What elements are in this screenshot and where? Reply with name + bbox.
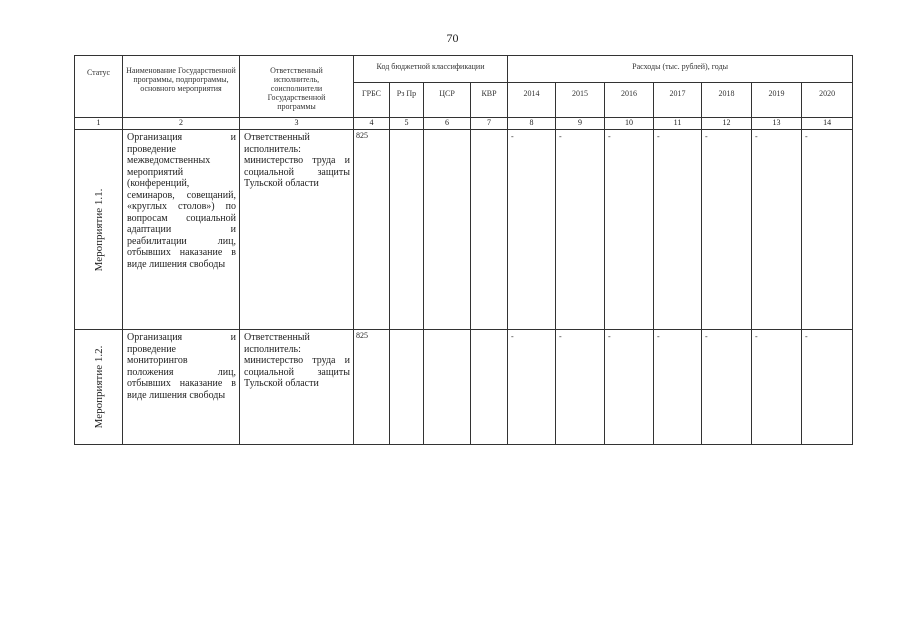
page-number: 70 xyxy=(446,31,459,45)
header-status: Статус xyxy=(75,56,123,118)
csr-code xyxy=(424,330,471,445)
column-number: 10 xyxy=(605,118,654,130)
header-year: 2017 xyxy=(654,83,702,118)
grbs-code: 825 xyxy=(354,130,390,330)
column-number: 11 xyxy=(654,118,702,130)
header-year: 2015 xyxy=(556,83,605,118)
expense-value: - xyxy=(702,130,752,330)
header-year: 2016 xyxy=(605,83,654,118)
table-row xyxy=(75,330,853,445)
expense-value: - xyxy=(556,130,605,330)
responsible-executor: Ответственный исполнитель: министерство труда и социальной защиты Тульской области xyxy=(240,330,354,445)
header-rzpr: Рз Пр xyxy=(390,83,424,118)
csr-code xyxy=(424,130,471,330)
activity-name: Организация и проведение межведомственных мероприятий (конференций, семинаров, совещаний, «круглых столов») по вопросам социальной адаптации и реабилитации лиц, отбывших наказание в виде лишения свободы xyxy=(123,130,240,330)
header-csr: ЦСР xyxy=(424,83,471,118)
column-number: 12 xyxy=(702,118,752,130)
expense-value: - xyxy=(802,130,853,330)
status-label: Мероприятие 1.1. xyxy=(92,188,105,271)
expense-value: - xyxy=(605,330,654,445)
expense-value: - xyxy=(702,330,752,445)
header-year: 2014 xyxy=(508,83,556,118)
budget-table xyxy=(74,55,853,445)
status-cell xyxy=(75,130,123,330)
kvr-code xyxy=(471,330,508,445)
status-cell xyxy=(75,330,123,445)
column-number: 13 xyxy=(752,118,802,130)
column-number: 7 xyxy=(471,118,508,130)
status-label: Мероприятие 1.2. xyxy=(92,345,105,429)
header-responsible: Ответственный исполнитель, соисполнители Государственной программы xyxy=(240,56,354,118)
rzpr-code xyxy=(390,130,424,330)
column-number: 5 xyxy=(390,118,424,130)
column-number: 2 xyxy=(123,118,240,130)
expense-value: - xyxy=(752,130,802,330)
header-name: Наименование Государственной программы, подпрограммы, основного мероприятия xyxy=(123,56,240,118)
column-number: 3 xyxy=(240,118,354,130)
header-year: 2019 xyxy=(752,83,802,118)
header-grbs: ГРБС xyxy=(354,83,390,118)
expense-value: - xyxy=(654,330,702,445)
column-number: 14 xyxy=(802,118,853,130)
expense-value: - xyxy=(802,330,853,445)
expense-value: - xyxy=(508,130,556,330)
header-budget-code: Код бюджетной классификации xyxy=(354,56,508,83)
column-number: 9 xyxy=(556,118,605,130)
header-year: 2020 xyxy=(802,83,853,118)
expense-value: - xyxy=(508,330,556,445)
column-number: 8 xyxy=(508,118,556,130)
expense-value: - xyxy=(605,130,654,330)
column-number: 1 xyxy=(75,118,123,130)
grbs-code: 825 xyxy=(354,330,390,445)
responsible-executor: Ответственный исполнитель: министерство труда и социальной защиты Тульской области xyxy=(240,130,354,330)
table-row xyxy=(75,130,853,330)
rzpr-code xyxy=(390,330,424,445)
header-year: 2018 xyxy=(702,83,752,118)
activity-name: Организация и проведение мониторингов положения лиц, отбывших наказание в виде лишения свободы xyxy=(123,330,240,445)
header-expenses: Расходы (тыс. рублей), годы xyxy=(508,56,853,83)
kvr-code xyxy=(471,130,508,330)
expense-value: - xyxy=(556,330,605,445)
column-number: 6 xyxy=(424,118,471,130)
expense-value: - xyxy=(654,130,702,330)
expense-value: - xyxy=(752,330,802,445)
header-kvr: КВР xyxy=(471,83,508,118)
column-number: 4 xyxy=(354,118,390,130)
